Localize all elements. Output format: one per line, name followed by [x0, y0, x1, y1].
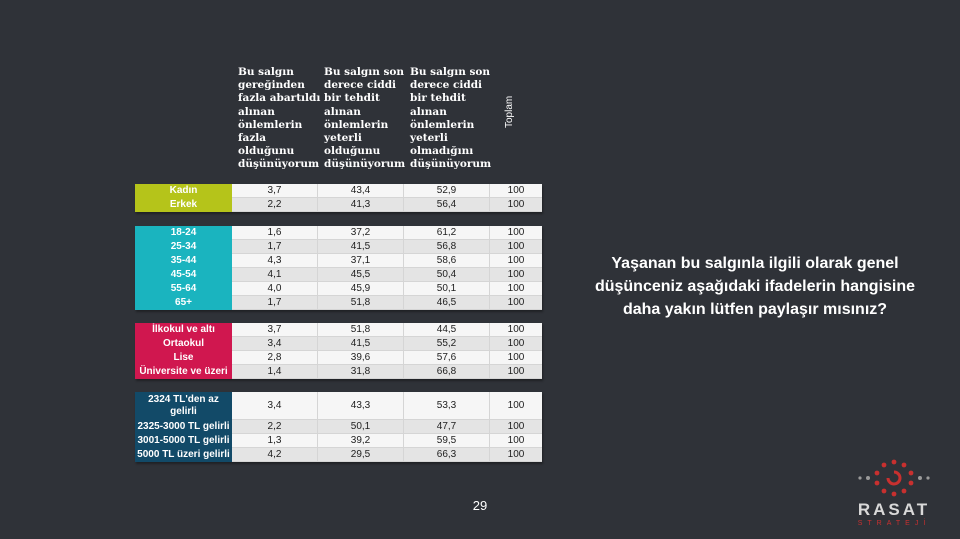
total-cell: 100	[490, 337, 542, 351]
table-row	[135, 434, 542, 448]
page-number: 29	[472, 498, 488, 513]
value-cell: 51,8	[318, 296, 404, 310]
rasat-logo	[844, 456, 944, 532]
value-cell: 44,5	[404, 323, 490, 337]
column-header-total: Toplam	[504, 95, 515, 128]
row-label: 3001-5000 TL gelirli	[135, 434, 232, 448]
logo-subtitle: STRATEJİ	[857, 520, 931, 527]
table-row	[135, 198, 542, 212]
table-row	[135, 392, 542, 420]
value-cell: 1,7	[232, 240, 318, 254]
value-cell: 1,6	[232, 226, 318, 240]
value-cell: 43,3	[318, 392, 404, 420]
value-cell: 39,2	[318, 434, 404, 448]
total-cell: 100	[490, 323, 542, 337]
column-header-insufficient: Bu salgın son derece ciddi bir tehdit alınan önlemlerin yeterli olmadığını düşünüyorum	[410, 66, 492, 171]
value-cell: 2,8	[232, 351, 318, 365]
table-row	[135, 240, 542, 254]
value-cell: 3,4	[232, 392, 318, 420]
value-cell: 1,3	[232, 434, 318, 448]
value-cell: 41,5	[318, 240, 404, 254]
value-cell: 52,9	[404, 184, 490, 198]
total-cell: 100	[490, 420, 542, 434]
value-cell: 51,8	[318, 323, 404, 337]
table-row	[135, 448, 542, 462]
column-header-sufficient: Bu salgın son derece ciddi bir tehdit alınan önlemlerin yeterli olduğunu düşünüyorum	[324, 66, 406, 171]
value-cell: 3,4	[232, 337, 318, 351]
value-cell: 3,7	[232, 323, 318, 337]
row-label: 2325-3000 TL gelirli	[135, 420, 232, 434]
total-cell: 100	[490, 240, 542, 254]
table-row	[135, 296, 542, 310]
value-cell: 39,6	[318, 351, 404, 365]
row-label: Ortaokul	[135, 337, 232, 351]
value-cell: 59,5	[404, 434, 490, 448]
value-cell: 57,6	[404, 351, 490, 365]
row-label: 55-64	[135, 282, 232, 296]
total-cell: 100	[490, 282, 542, 296]
table-row	[135, 268, 542, 282]
value-cell: 45,9	[318, 282, 404, 296]
value-cell: 37,1	[318, 254, 404, 268]
value-cell: 2,2	[232, 198, 318, 212]
total-cell: 100	[490, 254, 542, 268]
row-label: Üniversite ve üzeri	[135, 365, 232, 379]
value-cell: 66,3	[404, 448, 490, 462]
total-cell: 100	[490, 184, 542, 198]
table-row	[135, 184, 542, 198]
value-cell: 37,2	[318, 226, 404, 240]
total-cell: 100	[490, 392, 542, 420]
group-gender	[135, 184, 542, 212]
row-label: 45-54	[135, 268, 232, 282]
value-cell: 50,1	[318, 420, 404, 434]
value-cell: 55,2	[404, 337, 490, 351]
row-label: Erkek	[135, 198, 232, 212]
logo-name: RASAT	[857, 500, 931, 519]
table-row	[135, 351, 542, 365]
total-cell: 100	[490, 268, 542, 282]
value-cell: 66,8	[404, 365, 490, 379]
row-label: 25-34	[135, 240, 232, 254]
value-cell: 43,4	[318, 184, 404, 198]
value-cell: 41,5	[318, 337, 404, 351]
value-cell: 4,2	[232, 448, 318, 462]
total-cell: 100	[490, 198, 542, 212]
row-label: 18-24	[135, 226, 232, 240]
value-cell: 58,6	[404, 254, 490, 268]
value-cell: 50,4	[404, 268, 490, 282]
value-cell: 1,7	[232, 296, 318, 310]
value-cell: 29,5	[318, 448, 404, 462]
table-row	[135, 365, 542, 379]
row-label: 65+	[135, 296, 232, 310]
total-cell: 100	[490, 296, 542, 310]
group-education	[135, 323, 542, 379]
column-header-exaggerated: Bu salgın gereğinden fazla abartıldı alınan önlemlerin fazla olduğunu düşünüyorum	[238, 66, 321, 171]
value-cell: 53,3	[404, 392, 490, 420]
value-cell: 4,3	[232, 254, 318, 268]
row-label: 5000 TL üzeri gelirli	[135, 448, 232, 462]
value-cell: 2,2	[232, 420, 318, 434]
table-row	[135, 323, 542, 337]
value-cell: 56,8	[404, 240, 490, 254]
table-row	[135, 226, 542, 240]
total-cell: 100	[490, 365, 542, 379]
value-cell: 45,5	[318, 268, 404, 282]
value-cell: 50,1	[404, 282, 490, 296]
row-label: 35-44	[135, 254, 232, 268]
value-cell: 1,4	[232, 365, 318, 379]
value-cell: 47,7	[404, 420, 490, 434]
total-cell: 100	[490, 448, 542, 462]
value-cell: 4,0	[232, 282, 318, 296]
value-cell: 61,2	[404, 226, 490, 240]
table-row	[135, 420, 542, 434]
row-label: Lise	[135, 351, 232, 365]
total-cell: 100	[490, 226, 542, 240]
value-cell: 56,4	[404, 198, 490, 212]
row-label: İlkokul ve altı	[135, 323, 232, 337]
row-label: Kadın	[135, 184, 232, 198]
value-cell: 3,7	[232, 184, 318, 198]
value-cell: 46,5	[404, 296, 490, 310]
total-cell: 100	[490, 351, 542, 365]
group-income	[135, 392, 542, 462]
group-age	[135, 226, 542, 310]
table-row	[135, 254, 542, 268]
value-cell: 41,3	[318, 198, 404, 212]
value-cell: 31,8	[318, 365, 404, 379]
table-row	[135, 337, 542, 351]
survey-question: Yaşanan bu salgınla ilgili olarak genel düşünceniz aşağıdaki ifadelerin hangisine daha yakın lütfen paylaşır mısınız?	[594, 255, 916, 318]
table-row	[135, 282, 542, 296]
rasat-logo-icon	[844, 456, 944, 500]
row-label: 2324 TL'den az gelirli	[135, 392, 232, 420]
total-cell: 100	[490, 434, 542, 448]
value-cell: 4,1	[232, 268, 318, 282]
